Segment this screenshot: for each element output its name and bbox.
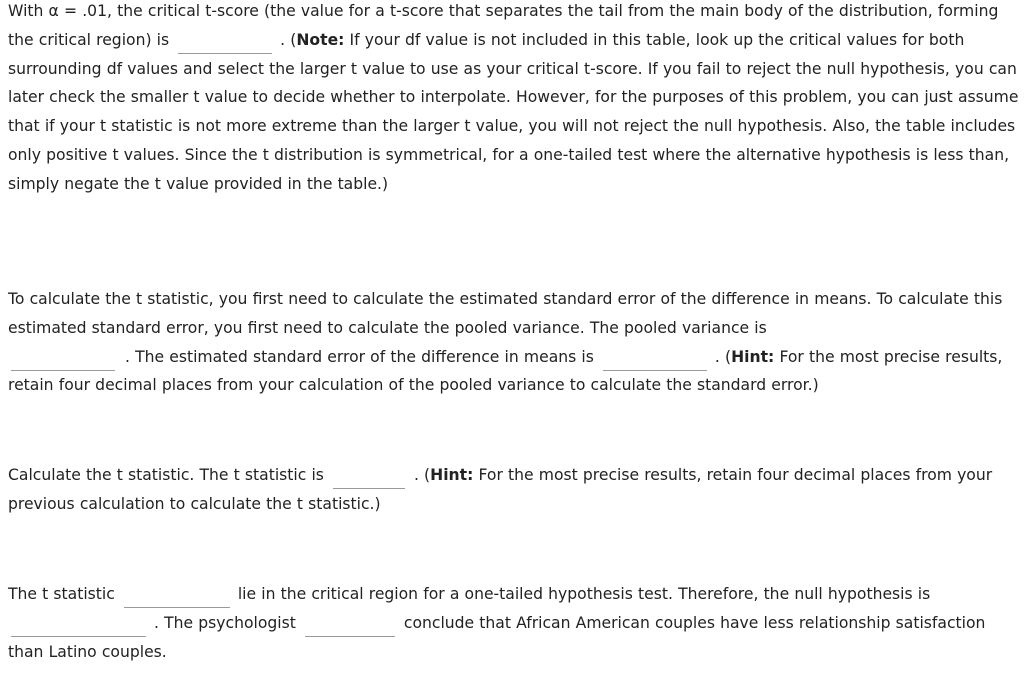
standard-error-paragraph [8,285,1022,400]
standard-error-intro-text: To calculate the t statistic, you first need to calculate the estimated standard error of the difference in means. To calculate this estimated standard error, you first need to calculate the pooled variance. The pooled variance is [8,290,1003,337]
null-decision-dropdown[interactable] [11,615,146,637]
psychologist-text: . The psychologist [154,613,296,632]
critical-t-answer-blank[interactable] [178,32,272,54]
t-statistic-paragraph [8,461,1022,519]
critical-t-paragraph [8,0,1022,199]
standard-error-answer-blank[interactable] [603,349,707,371]
conclusion-paragraph [8,580,1022,666]
hint-lead-text: . ( [714,347,732,366]
pooled-variance-answer-blank[interactable] [11,349,115,371]
critical-t-text: With α = .01, the critical t-score (the value for a t-score that separates the tail from the main body of the distribution, forming the critical region) is [8,2,999,49]
hint-label: Hint: [430,466,474,484]
hint-lead-text: . ( [413,466,431,484]
critical-region-text: lie in the critical region for a one-tailed hypothesis test. Therefore, the null hypothesis is [237,585,931,603]
lie-choice-dropdown[interactable] [124,586,230,608]
note-lead-text: . ( [280,30,297,49]
hint-text: For the most precise results, retain four decimal places from your calculation of the pooled variance to calculate the standard error.) [8,347,1003,395]
note-text: If your df value is not included in this table, look up the critical values for both surrounding df values and select the larger t value to use as your critical t-score. If you fail to reject the null hypothesis, you can later check the smaller t value to decide whether to interpolate. However, for the purposes of this problem, you can just assume that if your t statistic is not more extreme than the larger t value, you will not reject the null hypothesis. Also, the table includes only positive t values. Since the t distribution is symmetrical, for a one-tailed test where the alternative hypothesis is less than, simply negate the t value provided in the table.) [8,30,1019,193]
t-statistic-answer-blank[interactable] [333,467,405,489]
conclusion-text: conclude that African American couples have less relationship satisfaction than Latino couples. [8,613,986,661]
note-label: Note: [296,30,345,49]
hint-text: For the most precise results, retain four decimal places from your previous calculation to calculate the t statistic.) [8,466,993,513]
standard-error-prompt-text: . The estimated standard error of the difference in means is [125,347,594,366]
conclusion-choice-dropdown[interactable] [305,615,395,637]
conclusion-lead-text: The t statistic [8,585,115,603]
t-statistic-prompt-text: Calculate the t statistic. The t statistic is [8,466,324,484]
hint-label: Hint: [731,347,775,366]
